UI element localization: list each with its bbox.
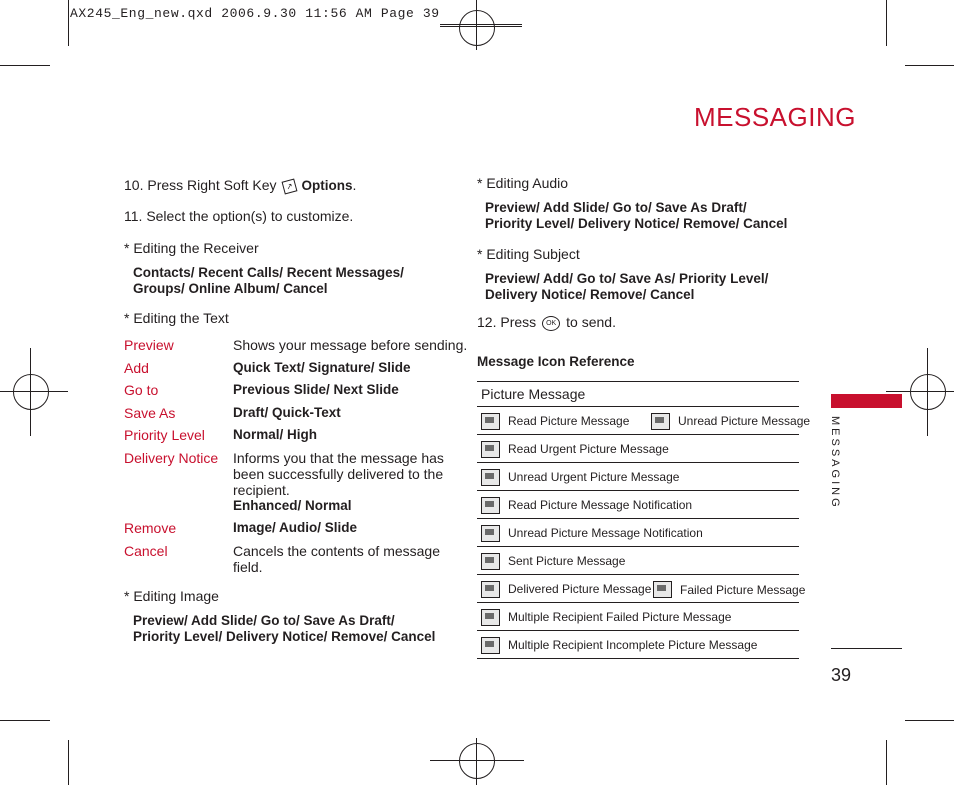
term-priority-level: Priority Level [124, 427, 205, 443]
page-number-rule [831, 648, 902, 649]
desc-delivery-notice-line2: been successfully delivered to the [233, 466, 444, 482]
image-heading: * Editing Image [124, 588, 219, 604]
term-go-to: Go to [124, 382, 159, 398]
crop-mark [68, 0, 69, 46]
page-title: MESSAGING [694, 102, 856, 132]
audio-options-line2: Priority Level/ Delivery Notice/ Remove/ Cancel [485, 216, 788, 231]
sent-picture-message-icon [481, 553, 500, 570]
crop-mark [0, 65, 50, 66]
print-slug: AX245_Eng_new.qxd 2006.9.30 11:56 AM Page 39 [70, 6, 440, 21]
text-heading: * Editing the Text [124, 310, 229, 326]
desc-cancel-line1: Cancels the contents of message [233, 543, 441, 559]
failed-picture-message-icon [653, 581, 672, 598]
term-add: Add [124, 360, 149, 376]
audio-heading: * Editing Audio [477, 175, 569, 191]
crop-mark [0, 720, 50, 721]
receiver-options-line1: Contacts/ Recent Calls/ Recent Messages/ [133, 265, 404, 280]
audio-options-line1: Preview/ Add Slide/ Go to/ Save As Draft/ [485, 200, 747, 215]
table-header-rule [477, 406, 799, 407]
term-cancel: Cancel [124, 543, 168, 559]
receiver-heading: * Editing the Receiver [124, 240, 259, 256]
unread-urgent-picture-message-icon [481, 469, 500, 486]
crop-mark [886, 0, 887, 46]
crop-mark [886, 740, 887, 785]
receiver-options-line2: Groups/ Online Album/ Cancel [133, 281, 328, 296]
term-delivery-notice: Delivery Notice [124, 450, 219, 466]
term-save-as: Save As [124, 405, 176, 421]
unread-picture-message-icon [651, 413, 670, 430]
step-11: 11. Select the option(s) to customize. [124, 208, 354, 224]
ok-key-icon: OK [542, 316, 560, 331]
table-header: Picture Message [481, 386, 586, 402]
multiple-recipient-failed-icon [481, 609, 500, 626]
sidebar-label: MESSAGING [829, 416, 841, 510]
desc-delivery-notice-line3: recipient. [233, 482, 290, 498]
desc-delivery-notice-options: Enhanced/ Normal [233, 498, 352, 513]
table-bottom-rule [477, 658, 799, 659]
read-urgent-picture-message-icon [481, 441, 500, 458]
multiple-recipient-incomplete-icon [481, 637, 500, 654]
subject-heading: * Editing Subject [477, 246, 580, 262]
desc-add: Quick Text/ Signature/ Slide [233, 360, 411, 375]
term-preview: Preview [124, 337, 174, 353]
image-options-line2: Priority Level/ Delivery Notice/ Remove/ Cancel [133, 629, 436, 644]
crop-mark [905, 720, 954, 721]
table-top-rule [477, 381, 799, 382]
subject-options-line2: Delivery Notice/ Remove/ Cancel [485, 287, 695, 302]
term-remove: Remove [124, 520, 177, 536]
read-picture-message-icon [481, 413, 500, 430]
page-number: 39 [831, 665, 852, 685]
delivered-picture-message-icon [481, 581, 500, 598]
desc-remove: Image/ Audio/ Slide [233, 520, 358, 535]
step-10: 10. Press Right Soft Key ↗ Options. [124, 177, 357, 193]
read-picture-notification-icon [481, 497, 500, 514]
icon-reference-heading: Message Icon Reference [477, 354, 635, 369]
right-soft-key-icon: ↗ [281, 178, 297, 194]
crop-mark [905, 65, 954, 66]
image-options-line1: Preview/ Add Slide/ Go to/ Save As Draft/ [133, 613, 395, 628]
subject-options-line1: Preview/ Add/ Go to/ Save As/ Priority Level/ [485, 271, 769, 286]
step-12: 12. Press OK to send. [477, 314, 616, 330]
unread-picture-notification-icon [481, 525, 500, 542]
desc-priority-level: Normal/ High [233, 427, 318, 442]
desc-cancel-line2: field. [233, 559, 263, 575]
desc-go-to: Previous Slide/ Next Slide [233, 382, 399, 397]
desc-save-as: Draft/ Quick-Text [233, 405, 341, 420]
desc-preview: Shows your message before sending. [233, 337, 468, 353]
crop-mark [68, 740, 69, 785]
sidebar-tab [831, 394, 902, 408]
desc-delivery-notice-line1: Informs you that the message has [233, 450, 444, 466]
